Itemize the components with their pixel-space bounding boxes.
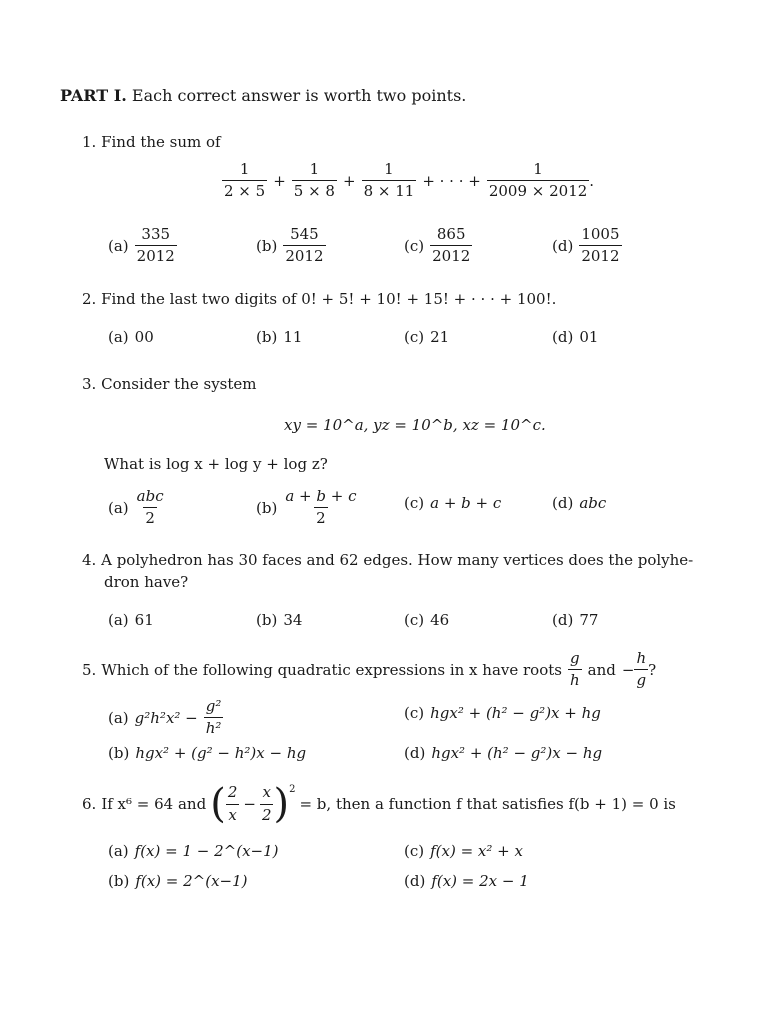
q5-option-b: (b) hgx² + (g² − h²)x − hg xyxy=(108,744,307,762)
q6-option-c: (c) f(x) = x² + x xyxy=(404,842,523,860)
q2-option-d: (d) 01 xyxy=(552,328,599,346)
question-1 xyxy=(82,133,221,151)
paren-term-1: $\frac{2}{x}$ xyxy=(227,783,238,824)
question-5: 5. Which of the following quadratic expressions in x have roots $\frac{g}{h}$ and − $\frac{h}{g}$ ? xyxy=(82,649,657,690)
question-number: 4. xyxy=(82,551,97,569)
series-ellipsis: + · · · + xyxy=(422,171,481,190)
question-number: 5. xyxy=(82,660,97,679)
series-term-2: $\frac{1}{5 \times 8}$ xyxy=(293,160,335,201)
question-text-end: = b, then a function f that satisfies f(b + 1) = 0 is xyxy=(299,795,676,813)
series-term-1: $\frac{1}{2 \times 5}$ xyxy=(224,160,266,201)
q4-option-a: (a) 61 xyxy=(108,611,154,629)
question-text: A polyhedron has 30 faces and 62 edges. How many vertices does the polyhe- xyxy=(101,551,694,569)
q1-option-a: (a) $\frac{335}{2012}$ xyxy=(108,225,175,266)
part-instructions: Each correct answer is worth two points. xyxy=(131,86,467,105)
q4-option-b: (b) 34 xyxy=(256,611,303,629)
root-2: $\frac{h}{g}$ xyxy=(636,649,647,690)
q1-option-d: (d) $\frac{1005}{2012}$ xyxy=(552,225,620,266)
question-3 xyxy=(82,375,257,393)
q1-option-c: (c) $\frac{865}{2012}$ xyxy=(404,225,471,266)
equation-system: xy = 10^a, yz = 10^b, xz = 10^c. xyxy=(284,416,546,434)
question-number: 1. xyxy=(82,133,97,151)
question-text-start: If x⁶ = 64 and xyxy=(101,795,207,813)
q2-option-a: (a) 00 xyxy=(108,328,154,346)
q6-option-b: (b) f(x) = 2^(x−1) xyxy=(108,872,248,890)
root-1: $\frac{g}{h}$ xyxy=(569,649,580,690)
question-6: 6. If x⁶ = 64 and ( $\frac{2}{x}$ − $\frac{x}{2}$ ) $^2$ = b, then a function f that satisfies f(b + 1) = 0 is xyxy=(82,781,676,827)
question-text: Find the sum of xyxy=(101,133,221,151)
q5-option-d: (d) hgx² + (h² − g²)x − hg xyxy=(404,744,603,762)
question-text: Find the last two digits of 0! + 5! + 10! + 15! + · · · + 100!. xyxy=(101,290,557,308)
question-number: 2. xyxy=(82,290,97,308)
q5-option-c: (c) hgx² + (h² − g²)x + hg xyxy=(404,704,601,722)
series-equation: $\frac{1}{2 \times 5}$ + $\frac{1}{5 \times 8}$ + $\frac{1}{8 \times 11}$ + · · · + $\frac{1}{2009 \times 2012}$ . xyxy=(224,160,595,201)
q3-option-a: (a) $\frac{\text{abc}}{2}$ xyxy=(108,487,164,528)
q1-option-b: (b) $\frac{545}{2012}$ xyxy=(256,225,324,266)
part-heading xyxy=(60,86,466,105)
q3-option-d: (d) abc xyxy=(552,494,607,512)
q2-option-b: (b) 11 xyxy=(256,328,303,346)
question-prompt: What is log x + log y + log z? xyxy=(104,455,328,473)
paren-term-2: $\frac{x}{2}$ xyxy=(261,783,272,824)
question-4 xyxy=(82,551,693,569)
q3-option-c: (c) a + b + c xyxy=(404,494,502,512)
q6-option-a: (a) f(x) = 1 − 2^(x−1) xyxy=(108,842,279,860)
series-term-last: $\frac{1}{2009 \times 2012}$ xyxy=(488,160,588,201)
series-term-3: $\frac{1}{8 \times 11}$ xyxy=(363,160,415,201)
part-label: PART I. xyxy=(60,86,127,105)
question-text-continued: dron have? xyxy=(104,573,189,591)
question-number: 3. xyxy=(82,375,97,393)
q4-option-c: (c) 46 xyxy=(404,611,450,629)
q3-option-b: (b) $\frac{a + b + c}{2}$ xyxy=(256,487,357,528)
question-2 xyxy=(82,290,556,308)
q6-option-d: (d) f(x) = 2x − 1 xyxy=(404,872,529,890)
q4-option-d: (d) 77 xyxy=(552,611,599,629)
question-text: Consider the system xyxy=(101,375,257,393)
q5-option-a: (a) g²h²x² − $\frac{\text{g²}}{\text{h²}}$ xyxy=(108,697,222,738)
question-number: 6. xyxy=(82,795,97,813)
q2-option-c: (c) 21 xyxy=(404,328,450,346)
question-text: Which of the following quadratic expressions in x have roots xyxy=(101,660,562,679)
